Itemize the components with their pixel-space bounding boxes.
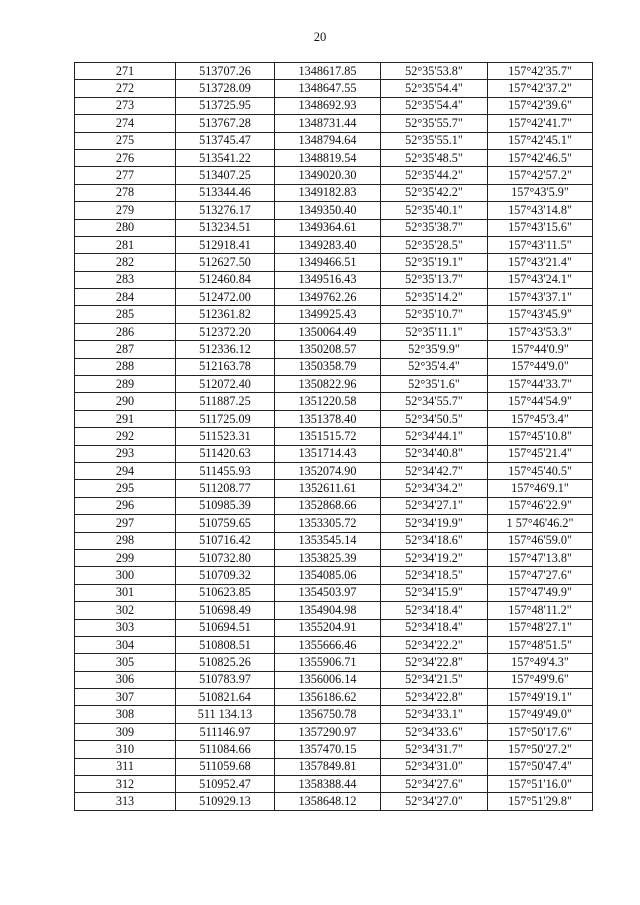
point-number-cell: 305 bbox=[75, 654, 176, 671]
latitude-cell: 52°34'21.5" bbox=[381, 671, 488, 688]
y-coordinate-cell: 1349925.43 bbox=[275, 306, 381, 323]
latitude-cell: 52°34'40.8" bbox=[381, 445, 488, 462]
x-coordinate-cell: 510732.80 bbox=[176, 549, 275, 566]
longitude-cell: 157°44'33.7" bbox=[488, 376, 593, 393]
latitude-cell: 52°35'4.4" bbox=[381, 358, 488, 375]
table-row bbox=[75, 184, 593, 201]
point-number-cell: 297 bbox=[75, 515, 176, 532]
y-coordinate-cell: 1352868.66 bbox=[275, 497, 381, 514]
x-coordinate-cell: 510623.85 bbox=[176, 584, 275, 601]
longitude-cell: 157°44'9.0" bbox=[488, 358, 593, 375]
x-coordinate-cell: 510716.42 bbox=[176, 532, 275, 549]
point-number-cell: 307 bbox=[75, 689, 176, 706]
longitude-cell: 157°47'13.8" bbox=[488, 549, 593, 566]
point-number-cell: 278 bbox=[75, 184, 176, 201]
y-coordinate-cell: 1351220.58 bbox=[275, 393, 381, 410]
point-number-cell: 272 bbox=[75, 80, 176, 97]
point-number-cell: 309 bbox=[75, 723, 176, 740]
point-number-cell: 292 bbox=[75, 428, 176, 445]
latitude-cell: 52°34'44.1" bbox=[381, 428, 488, 445]
y-coordinate-cell: 1349350.40 bbox=[275, 202, 381, 219]
point-number-cell: 290 bbox=[75, 393, 176, 410]
y-coordinate-cell: 1349466.51 bbox=[275, 254, 381, 271]
y-coordinate-cell: 1352074.90 bbox=[275, 462, 381, 479]
table-row bbox=[75, 636, 593, 653]
y-coordinate-cell: 1350822.96 bbox=[275, 376, 381, 393]
y-coordinate-cell: 1355666.46 bbox=[275, 636, 381, 653]
point-number-cell: 302 bbox=[75, 602, 176, 619]
latitude-cell: 52°34'33.6" bbox=[381, 723, 488, 740]
x-coordinate-cell: 513725.95 bbox=[176, 97, 275, 114]
y-coordinate-cell: 1348692.93 bbox=[275, 97, 381, 114]
x-coordinate-cell: 510709.32 bbox=[176, 567, 275, 584]
x-coordinate-cell: 510783.97 bbox=[176, 671, 275, 688]
table-row bbox=[75, 393, 593, 410]
longitude-cell: 157°42'57.2" bbox=[488, 167, 593, 184]
latitude-cell: 52°35'13.7" bbox=[381, 271, 488, 288]
x-coordinate-cell: 510952.47 bbox=[176, 776, 275, 793]
y-coordinate-cell: 1357470.15 bbox=[275, 741, 381, 758]
longitude-cell: 157°48'11.2" bbox=[488, 602, 593, 619]
y-coordinate-cell: 1353305.72 bbox=[275, 515, 381, 532]
table-row bbox=[75, 254, 593, 271]
table-row bbox=[75, 376, 593, 393]
longitude-cell: 157°48'51.5" bbox=[488, 636, 593, 653]
latitude-cell: 52°35'1.6" bbox=[381, 376, 488, 393]
x-coordinate-cell: 510759.65 bbox=[176, 515, 275, 532]
point-number-cell: 282 bbox=[75, 254, 176, 271]
point-number-cell: 295 bbox=[75, 480, 176, 497]
table-row bbox=[75, 758, 593, 775]
table-row bbox=[75, 532, 593, 549]
latitude-cell: 52°35'38.7" bbox=[381, 219, 488, 236]
latitude-cell: 52°35'44.2" bbox=[381, 167, 488, 184]
table-row bbox=[75, 671, 593, 688]
table-row bbox=[75, 706, 593, 723]
x-coordinate-cell: 513767.28 bbox=[176, 115, 275, 132]
longitude-cell: 157°44'0.9" bbox=[488, 341, 593, 358]
longitude-cell: 157°47'49.9" bbox=[488, 584, 593, 601]
x-coordinate-cell: 511146.97 bbox=[176, 723, 275, 740]
y-coordinate-cell: 1352611.61 bbox=[275, 480, 381, 497]
point-number-cell: 280 bbox=[75, 219, 176, 236]
latitude-cell: 52°35'19.1" bbox=[381, 254, 488, 271]
table-row bbox=[75, 689, 593, 706]
table-row bbox=[75, 63, 593, 80]
y-coordinate-cell: 1348617.85 bbox=[275, 63, 381, 80]
table-row bbox=[75, 341, 593, 358]
y-coordinate-cell: 1355204.91 bbox=[275, 619, 381, 636]
longitude-cell: 157°50'47.4" bbox=[488, 758, 593, 775]
longitude-cell: 157°43'5.9" bbox=[488, 184, 593, 201]
latitude-cell: 52°35'54.4" bbox=[381, 97, 488, 114]
table-row bbox=[75, 167, 593, 184]
latitude-cell: 52°34'19.2" bbox=[381, 549, 488, 566]
latitude-cell: 52°35'40.1" bbox=[381, 202, 488, 219]
point-number-cell: 276 bbox=[75, 149, 176, 166]
longitude-cell: 157°50'17.6" bbox=[488, 723, 593, 740]
y-coordinate-cell: 1357290.97 bbox=[275, 723, 381, 740]
x-coordinate-cell: 512918.41 bbox=[176, 236, 275, 253]
longitude-cell: 157°45'10.8" bbox=[488, 428, 593, 445]
x-coordinate-cell: 510694.51 bbox=[176, 619, 275, 636]
y-coordinate-cell: 1353545.14 bbox=[275, 532, 381, 549]
x-coordinate-cell: 511084.66 bbox=[176, 741, 275, 758]
x-coordinate-cell: 511 134.13 bbox=[176, 706, 275, 723]
latitude-cell: 52°35'54.4" bbox=[381, 80, 488, 97]
table-row bbox=[75, 497, 593, 514]
coordinates-table bbox=[74, 62, 593, 811]
point-number-cell: 312 bbox=[75, 776, 176, 793]
x-coordinate-cell: 511059.68 bbox=[176, 758, 275, 775]
x-coordinate-cell: 512472.00 bbox=[176, 289, 275, 306]
longitude-cell: 157°49'19.1" bbox=[488, 689, 593, 706]
page-number: 20 bbox=[313, 30, 327, 44]
point-number-cell: 296 bbox=[75, 497, 176, 514]
latitude-cell: 52°34'33.1" bbox=[381, 706, 488, 723]
table-row bbox=[75, 97, 593, 114]
point-number-cell: 311 bbox=[75, 758, 176, 775]
point-number-cell: 271 bbox=[75, 63, 176, 80]
y-coordinate-cell: 1356750.78 bbox=[275, 706, 381, 723]
point-number-cell: 303 bbox=[75, 619, 176, 636]
x-coordinate-cell: 511523.31 bbox=[176, 428, 275, 445]
longitude-cell: 157°42'41.7" bbox=[488, 115, 593, 132]
longitude-cell: 157°51'16.0" bbox=[488, 776, 593, 793]
y-coordinate-cell: 1349283.40 bbox=[275, 236, 381, 253]
longitude-cell: 157°43'53.3" bbox=[488, 323, 593, 340]
longitude-cell: 157°42'39.6" bbox=[488, 97, 593, 114]
point-number-cell: 291 bbox=[75, 410, 176, 427]
x-coordinate-cell: 512460.84 bbox=[176, 271, 275, 288]
latitude-cell: 52°34'50.5" bbox=[381, 410, 488, 427]
point-number-cell: 287 bbox=[75, 341, 176, 358]
longitude-cell: 157°51'29.8" bbox=[488, 793, 593, 810]
longitude-cell: 157°46'9.1" bbox=[488, 480, 593, 497]
y-coordinate-cell: 1349020.30 bbox=[275, 167, 381, 184]
x-coordinate-cell: 512361.82 bbox=[176, 306, 275, 323]
table-row bbox=[75, 584, 593, 601]
point-number-cell: 300 bbox=[75, 567, 176, 584]
table-row bbox=[75, 323, 593, 340]
longitude-cell: 157°43'24.1" bbox=[488, 271, 593, 288]
latitude-cell: 52°35'42.2" bbox=[381, 184, 488, 201]
point-number-cell: 313 bbox=[75, 793, 176, 810]
table-row bbox=[75, 358, 593, 375]
x-coordinate-cell: 512627.50 bbox=[176, 254, 275, 271]
point-number-cell: 299 bbox=[75, 549, 176, 566]
longitude-cell: 157°42'37.2" bbox=[488, 80, 593, 97]
x-coordinate-cell: 512163.78 bbox=[176, 358, 275, 375]
y-coordinate-cell: 1348819.54 bbox=[275, 149, 381, 166]
longitude-cell: 157°45'21.4" bbox=[488, 445, 593, 462]
point-number-cell: 284 bbox=[75, 289, 176, 306]
latitude-cell: 52°34'27.0" bbox=[381, 793, 488, 810]
longitude-cell: 157°46'22.9" bbox=[488, 497, 593, 514]
x-coordinate-cell: 513745.47 bbox=[176, 132, 275, 149]
longitude-cell: 157°43'15.6" bbox=[488, 219, 593, 236]
table-row bbox=[75, 289, 593, 306]
longitude-cell: 157°43'14.8" bbox=[488, 202, 593, 219]
x-coordinate-cell: 511208.77 bbox=[176, 480, 275, 497]
y-coordinate-cell: 1358648.12 bbox=[275, 793, 381, 810]
table-row bbox=[75, 410, 593, 427]
x-coordinate-cell: 510929.13 bbox=[176, 793, 275, 810]
point-number-cell: 306 bbox=[75, 671, 176, 688]
table-row bbox=[75, 741, 593, 758]
longitude-cell: 157°47'27.6" bbox=[488, 567, 593, 584]
longitude-cell: 1 57°46'46.2" bbox=[488, 515, 593, 532]
table-row bbox=[75, 202, 593, 219]
latitude-cell: 52°35'9.9" bbox=[381, 341, 488, 358]
latitude-cell: 52°35'55.1" bbox=[381, 132, 488, 149]
point-number-cell: 294 bbox=[75, 462, 176, 479]
y-coordinate-cell: 1355906.71 bbox=[275, 654, 381, 671]
x-coordinate-cell: 510825.26 bbox=[176, 654, 275, 671]
table-row bbox=[75, 445, 593, 462]
latitude-cell: 52°35'10.7" bbox=[381, 306, 488, 323]
table-row bbox=[75, 236, 593, 253]
latitude-cell: 52°35'48.5" bbox=[381, 149, 488, 166]
latitude-cell: 52°35'11.1" bbox=[381, 323, 488, 340]
point-number-cell: 285 bbox=[75, 306, 176, 323]
longitude-cell: 157°48'27.1" bbox=[488, 619, 593, 636]
x-coordinate-cell: 510985.39 bbox=[176, 497, 275, 514]
longitude-cell: 157°42'35.7" bbox=[488, 63, 593, 80]
x-coordinate-cell: 513276.17 bbox=[176, 202, 275, 219]
y-coordinate-cell: 1348647.55 bbox=[275, 80, 381, 97]
latitude-cell: 52°34'18.5" bbox=[381, 567, 488, 584]
x-coordinate-cell: 513707.26 bbox=[176, 63, 275, 80]
point-number-cell: 304 bbox=[75, 636, 176, 653]
point-number-cell: 293 bbox=[75, 445, 176, 462]
x-coordinate-cell: 513541.22 bbox=[176, 149, 275, 166]
latitude-cell: 52°34'31.0" bbox=[381, 758, 488, 775]
x-coordinate-cell: 513407.25 bbox=[176, 167, 275, 184]
longitude-cell: 157°42'45.1" bbox=[488, 132, 593, 149]
table-row bbox=[75, 567, 593, 584]
y-coordinate-cell: 1356186.62 bbox=[275, 689, 381, 706]
y-coordinate-cell: 1350358.79 bbox=[275, 358, 381, 375]
longitude-cell: 157°44'54.9" bbox=[488, 393, 593, 410]
point-number-cell: 283 bbox=[75, 271, 176, 288]
latitude-cell: 52°34'18.6" bbox=[381, 532, 488, 549]
x-coordinate-cell: 513344.46 bbox=[176, 184, 275, 201]
x-coordinate-cell: 513234.51 bbox=[176, 219, 275, 236]
latitude-cell: 52°34'55.7" bbox=[381, 393, 488, 410]
x-coordinate-cell: 510698.49 bbox=[176, 602, 275, 619]
table-row bbox=[75, 549, 593, 566]
table-row bbox=[75, 654, 593, 671]
y-coordinate-cell: 1349364.61 bbox=[275, 219, 381, 236]
y-coordinate-cell: 1356006.14 bbox=[275, 671, 381, 688]
longitude-cell: 157°45'40.5" bbox=[488, 462, 593, 479]
latitude-cell: 52°34'18.4" bbox=[381, 619, 488, 636]
x-coordinate-cell: 511725.09 bbox=[176, 410, 275, 427]
point-number-cell: 279 bbox=[75, 202, 176, 219]
y-coordinate-cell: 1351714.43 bbox=[275, 445, 381, 462]
longitude-cell: 157°49'49.0" bbox=[488, 706, 593, 723]
x-coordinate-cell: 510821.64 bbox=[176, 689, 275, 706]
table-row bbox=[75, 619, 593, 636]
longitude-cell: 157°43'45.9" bbox=[488, 306, 593, 323]
x-coordinate-cell: 511887.25 bbox=[176, 393, 275, 410]
table-row bbox=[75, 723, 593, 740]
x-coordinate-cell: 511420.63 bbox=[176, 445, 275, 462]
longitude-cell: 157°43'37.1" bbox=[488, 289, 593, 306]
latitude-cell: 52°34'18.4" bbox=[381, 602, 488, 619]
table-row bbox=[75, 271, 593, 288]
x-coordinate-cell: 512372.20 bbox=[176, 323, 275, 340]
y-coordinate-cell: 1348731.44 bbox=[275, 115, 381, 132]
latitude-cell: 52°34'31.7" bbox=[381, 741, 488, 758]
latitude-cell: 52°35'53.8" bbox=[381, 63, 488, 80]
y-coordinate-cell: 1348794.64 bbox=[275, 132, 381, 149]
x-coordinate-cell: 513728.09 bbox=[176, 80, 275, 97]
table-row bbox=[75, 462, 593, 479]
latitude-cell: 52°34'42.7" bbox=[381, 462, 488, 479]
table-row bbox=[75, 115, 593, 132]
table-row bbox=[75, 80, 593, 97]
latitude-cell: 52°34'27.1" bbox=[381, 497, 488, 514]
y-coordinate-cell: 1354503.97 bbox=[275, 584, 381, 601]
x-coordinate-cell: 512072.40 bbox=[176, 376, 275, 393]
table-row bbox=[75, 793, 593, 810]
point-number-cell: 274 bbox=[75, 115, 176, 132]
y-coordinate-cell: 1351378.40 bbox=[275, 410, 381, 427]
point-number-cell: 273 bbox=[75, 97, 176, 114]
latitude-cell: 52°34'27.6" bbox=[381, 776, 488, 793]
longitude-cell: 157°45'3.4" bbox=[488, 410, 593, 427]
table-row bbox=[75, 480, 593, 497]
longitude-cell: 157°50'27.2" bbox=[488, 741, 593, 758]
longitude-cell: 157°43'21.4" bbox=[488, 254, 593, 271]
table-row bbox=[75, 132, 593, 149]
table-row bbox=[75, 515, 593, 532]
point-number-cell: 288 bbox=[75, 358, 176, 375]
latitude-cell: 52°35'55.7" bbox=[381, 115, 488, 132]
latitude-cell: 52°35'28.5" bbox=[381, 236, 488, 253]
coordinates-table-body bbox=[75, 63, 593, 811]
point-number-cell: 286 bbox=[75, 323, 176, 340]
point-number-cell: 275 bbox=[75, 132, 176, 149]
latitude-cell: 52°35'14.2" bbox=[381, 289, 488, 306]
latitude-cell: 52°34'15.9" bbox=[381, 584, 488, 601]
y-coordinate-cell: 1353825.39 bbox=[275, 549, 381, 566]
point-number-cell: 308 bbox=[75, 706, 176, 723]
latitude-cell: 52°34'19.9" bbox=[381, 515, 488, 532]
latitude-cell: 52°34'22.8" bbox=[381, 654, 488, 671]
point-number-cell: 298 bbox=[75, 532, 176, 549]
point-number-cell: 277 bbox=[75, 167, 176, 184]
y-coordinate-cell: 1354904.98 bbox=[275, 602, 381, 619]
latitude-cell: 52°34'22.8" bbox=[381, 689, 488, 706]
y-coordinate-cell: 1349762.26 bbox=[275, 289, 381, 306]
latitude-cell: 52°34'22.2" bbox=[381, 636, 488, 653]
y-coordinate-cell: 1351515.72 bbox=[275, 428, 381, 445]
y-coordinate-cell: 1354085.06 bbox=[275, 567, 381, 584]
table-row bbox=[75, 149, 593, 166]
y-coordinate-cell: 1349182.83 bbox=[275, 184, 381, 201]
longitude-cell: 157°49'4.3" bbox=[488, 654, 593, 671]
x-coordinate-cell: 510808.51 bbox=[176, 636, 275, 653]
y-coordinate-cell: 1357849.81 bbox=[275, 758, 381, 775]
table-row bbox=[75, 776, 593, 793]
point-number-cell: 289 bbox=[75, 376, 176, 393]
longitude-cell: 157°42'46.5" bbox=[488, 149, 593, 166]
point-number-cell: 301 bbox=[75, 584, 176, 601]
y-coordinate-cell: 1350064.49 bbox=[275, 323, 381, 340]
point-number-cell: 281 bbox=[75, 236, 176, 253]
table-row bbox=[75, 602, 593, 619]
x-coordinate-cell: 511455.93 bbox=[176, 462, 275, 479]
y-coordinate-cell: 1349516.43 bbox=[275, 271, 381, 288]
latitude-cell: 52°34'34.2" bbox=[381, 480, 488, 497]
y-coordinate-cell: 1350208.57 bbox=[275, 341, 381, 358]
x-coordinate-cell: 512336.12 bbox=[176, 341, 275, 358]
longitude-cell: 157°49'9.6" bbox=[488, 671, 593, 688]
longitude-cell: 157°46'59.0" bbox=[488, 532, 593, 549]
table-row bbox=[75, 306, 593, 323]
point-number-cell: 310 bbox=[75, 741, 176, 758]
table-row bbox=[75, 219, 593, 236]
longitude-cell: 157°43'11.5" bbox=[488, 236, 593, 253]
table-row bbox=[75, 428, 593, 445]
y-coordinate-cell: 1358388.44 bbox=[275, 776, 381, 793]
